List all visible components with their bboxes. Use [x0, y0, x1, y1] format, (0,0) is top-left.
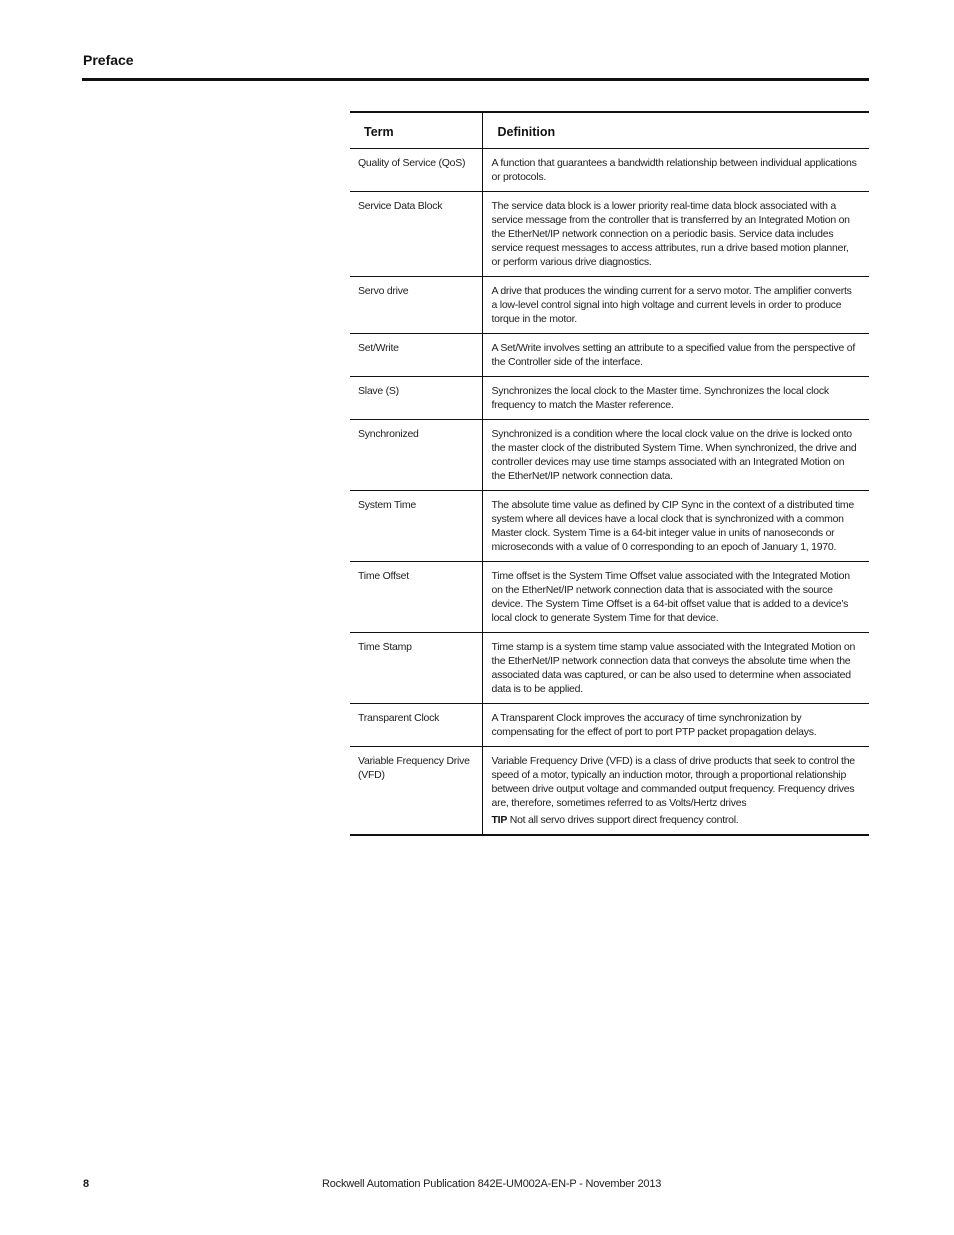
definition-cell	[482, 747, 869, 836]
term-cell: Service Data Block	[358, 200, 443, 212]
term-cell: System Time	[358, 499, 416, 511]
table-row	[350, 491, 869, 562]
definition-cell: Synchronized is a condition where the local clock value on the drive is locked onto the master clock of the distributed System Time. When synchronized, the drive and controller devices may use time stamps associated with an Integrated Motion on the EtherNet/IP network connection data.	[482, 420, 869, 491]
term-cell: Time Stamp	[358, 641, 412, 653]
definition-cell: Time stamp is a system time stamp value associated with the Integrated Motion on the EtherNet/IP network connection data that conveys the absolute time when the associated data was captured, or can be also used to determine when associated data is to be applied.	[482, 633, 869, 704]
definition-cell: A function that guarantees a bandwidth relationship between individual applications or protocols.	[482, 149, 869, 192]
term-cell: Variable Frequency Drive (VFD)	[358, 755, 470, 781]
term-cell: Servo drive	[358, 285, 409, 297]
publication-footer: Rockwell Automation Publication 842E-UM002A-EN-P - November 2013	[322, 1178, 662, 1190]
tip-text: Not all servo drives support direct frequency control.	[507, 814, 739, 826]
table-row	[350, 633, 869, 704]
definition-text: Variable Frequency Drive (VFD) is a class of drive products that seek to control the speed of a motor, typically an induction motor, through a proportional relationship between drive output voltage and commanded output frequency. Frequency drives are, therefore, sometimes referred to as Volts/Hertz drives	[491, 755, 855, 809]
header-rule	[82, 78, 869, 81]
definition-cell: A Set/Write involves setting an attribute to a specified value from the perspective of the Controller side of the interface.	[482, 334, 869, 377]
tip-label: TIP	[491, 814, 508, 826]
table-row	[350, 149, 869, 192]
table-row	[350, 334, 869, 377]
table-row	[350, 192, 869, 277]
table-row	[350, 704, 869, 747]
definition-cell: The absolute time value as defined by CIP Sync in the context of a distributed time system where all devices have a local clock that is synchronized with a common Master clock. System Time is a 64-bit integer value in units of nanoseconds or microseconds with a value of 0 corresponding to an epoch of January 1, 1970.	[482, 491, 869, 562]
table-row	[350, 747, 869, 836]
definition-column-header: Definition	[482, 112, 869, 149]
term-cell: Quality of Service (QoS)	[358, 157, 466, 169]
definition-cell: A drive that produces the winding current for a servo motor. The amplifier converts a low-level control signal into high voltage and current levels in order to produce torque in the motor.	[482, 277, 869, 334]
page-number: 8	[83, 1178, 90, 1190]
term-cell: Set/Write	[358, 342, 399, 354]
definition-cell: A Transparent Clock improves the accuracy of time synchronization by compensating for the effect of port to port PTP packet propagation delays.	[482, 704, 869, 747]
table-row	[350, 377, 869, 420]
term-column-header: Term	[364, 125, 394, 139]
table-row	[350, 277, 869, 334]
glossary-table	[350, 111, 869, 836]
table-header-row	[350, 112, 869, 149]
term-cell: Synchronized	[358, 428, 419, 440]
table-row	[350, 562, 869, 633]
tip-note	[492, 813, 860, 827]
term-cell: Transparent Clock	[358, 712, 440, 724]
page-header-title: Preface	[83, 52, 134, 68]
term-cell: Slave (S)	[358, 385, 399, 397]
definition-cell: The service data block is a lower priority real-time data block associated with a service message from the controller that is transferred by an Integrated Motion on the EtherNet/IP network connection on a periodic basis. Service data includes service request messages to access attributes, run a drive based motion planner, or perform various drive diagnostics.	[482, 192, 869, 277]
table-row	[350, 420, 869, 491]
definition-cell: Time offset is the System Time Offset value associated with the Integrated Motion on the EtherNet/IP network connection data that is associated with the source device. The System Time Offset is a 64-bit offset value that is added to a device’s local clock to generate System Time for that device.	[482, 562, 869, 633]
definition-cell: Synchronizes the local clock to the Master time. Synchronizes the local clock frequency to match the Master reference.	[482, 377, 869, 420]
term-cell: Time Offset	[358, 570, 409, 582]
